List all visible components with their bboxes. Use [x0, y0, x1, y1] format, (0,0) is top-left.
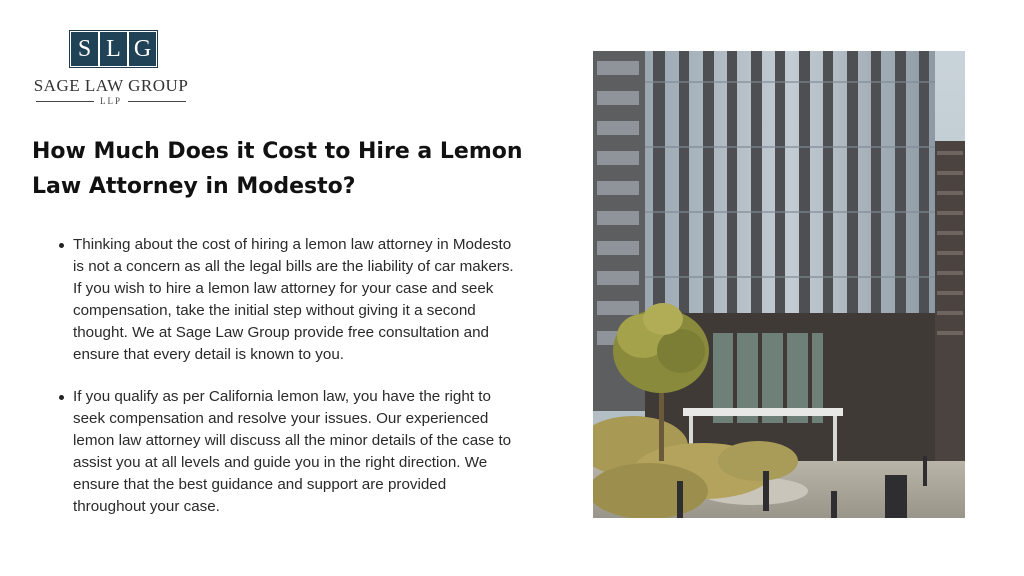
office-building-photo	[593, 51, 965, 518]
bullet-list	[42, 234, 522, 539]
bullet-item-cost: Thinking about the cost of hiring a lemon law attorney in Modesto is not a concern as all the legal bills are the liability of car makers. If you wish to hire a lemon law attorney for your case and seek compensation, take the initial step without giving it a second thought. We at Sage Law Group provide free consultation and ensure that every detail is known to you.	[42, 234, 522, 365]
sage-law-group-logo	[30, 30, 192, 110]
logo-monogram	[69, 30, 158, 68]
logo-suffix: LLP	[99, 96, 122, 106]
logo-divider-right	[128, 101, 186, 102]
building-illustration	[593, 51, 965, 518]
logo-letter-g: G	[129, 32, 156, 66]
bullet-item-qualify: If you qualify as per California lemon law, you have the right to seek compensation and resolve your issues. Our experienced lemon law attorney will discuss all the minor details of the case to assist you at all levels and guide you in the right direction. We ensure that the best guidance and support are provided throughout your case.	[42, 386, 522, 517]
logo-firm-name: SAGE LAW GROUP	[33, 76, 189, 95]
logo-divider-left	[36, 101, 94, 102]
logo-letter-s: S	[71, 32, 98, 66]
logo-suffix-row	[30, 96, 192, 106]
logo-letter-l: L	[100, 32, 127, 66]
page-title: How Much Does it Cost to Hire a Lemon Law Attorney in Modesto?	[32, 139, 523, 199]
